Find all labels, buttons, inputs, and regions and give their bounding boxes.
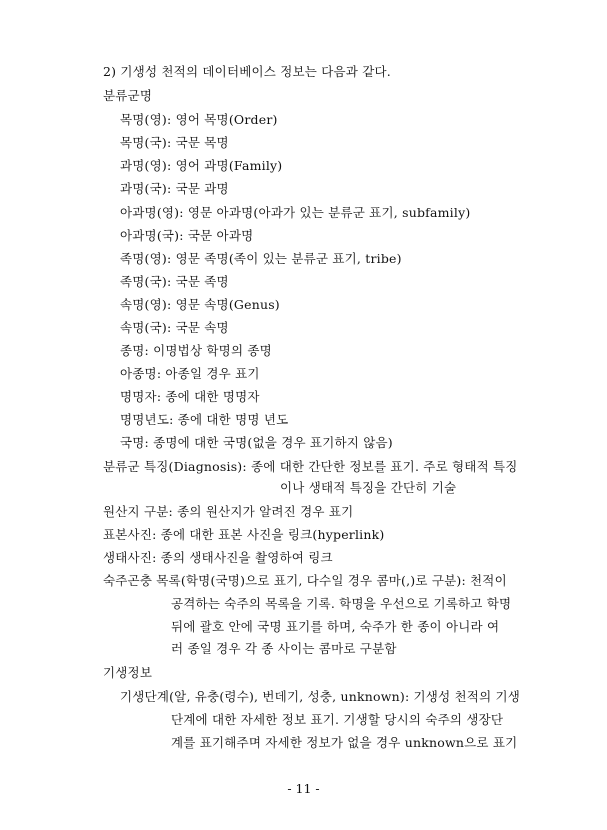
taxonomy-item: 목명(영): 영어 목명(Order): [120, 112, 278, 127]
host-line: 러 종일 경우 각 종 사이는 콤마로 구분함: [171, 641, 397, 656]
taxonomy-item: 아과명(영): 영문 아과명(아과가 있는 분류군 표기, subfamily): [120, 205, 471, 220]
diagnosis-line: 분류군 특징(Diagnosis): 종에 대한 간단한 정보를 표기. 주로 형태적 특징: [103, 459, 518, 474]
parasite-stage-line: 단계에 대한 자세한 정보 표기. 기생할 당시의 숙주의 생장단: [171, 712, 504, 727]
taxonomy-item: 아종명: 아종일 경우 표기: [120, 366, 260, 381]
taxonomy-item: 속명(영): 영문 속명(Genus): [120, 297, 280, 312]
diagnosis-line: 이나 생태적 특징을 간단히 기술: [280, 480, 457, 495]
taxonomy-item: 족명(영): 영문 족명(족이 있는 분류군 표기, tribe): [120, 251, 402, 266]
host-line: 숙주곤충 목록(학명(국명)으로 표기, 다수일 경우 콤마(,)로 구분): 천적이: [103, 573, 507, 588]
ecology-photo-text: 생태사진: 종의 생태사진을 촬영하여 링크: [103, 550, 333, 565]
taxonomy-item: 명명자: 종에 대한 명명자: [120, 389, 260, 404]
taxonomy-item: 종명: 이명법상 학명의 종명: [120, 343, 272, 358]
parasite-stage-line: 계를 표기해주며 자세한 정보가 없을 경우 unknown으로 표기: [171, 735, 518, 750]
taxonomy-item: 속명(국): 국문 속명: [120, 320, 229, 335]
specimen-photo-text: 표본사진: 종에 대한 표본 사진을 링크(hyperlink): [103, 527, 385, 542]
taxonomy-item: 과명(국): 국문 과명: [120, 181, 229, 196]
taxonomy-item: 아과명(국): 국문 아과명: [120, 228, 254, 243]
section-title-parasite-info: 기생정보: [103, 665, 153, 680]
taxonomy-item: 국명: 종명에 대한 국명(없을 경우 표기하지 않음): [120, 435, 393, 450]
taxonomy-item: 족명(국): 국문 족명: [120, 274, 229, 289]
parasite-stage-line: 기생단계(알, 유충(령수), 번데기, 성충, unknown): 기생성 천적의 기생: [120, 689, 521, 704]
taxonomy-item: 목명(국): 국문 목명: [120, 135, 229, 150]
taxonomy-item: 과명(영): 영어 과명(Family): [120, 158, 283, 173]
host-line: 뒤에 괄호 안에 국명 표기를 하며, 숙주가 한 종이 아니라 여: [171, 619, 500, 634]
intro-text: 2) 기생성 천적의 데이터베이스 정보는 다음과 같다.: [103, 64, 391, 79]
host-line: 공격하는 숙주의 목록을 기록. 학명을 우선으로 기록하고 학명: [171, 596, 512, 611]
origin-text: 원산지 구분: 종의 원산지가 알려진 경우 표기: [103, 504, 354, 519]
taxonomy-item: 명명년도: 종에 대한 명명 년도: [120, 412, 289, 427]
page-number: - 11 -: [287, 781, 320, 796]
section-title-taxonomy: 분류군명: [103, 88, 153, 103]
